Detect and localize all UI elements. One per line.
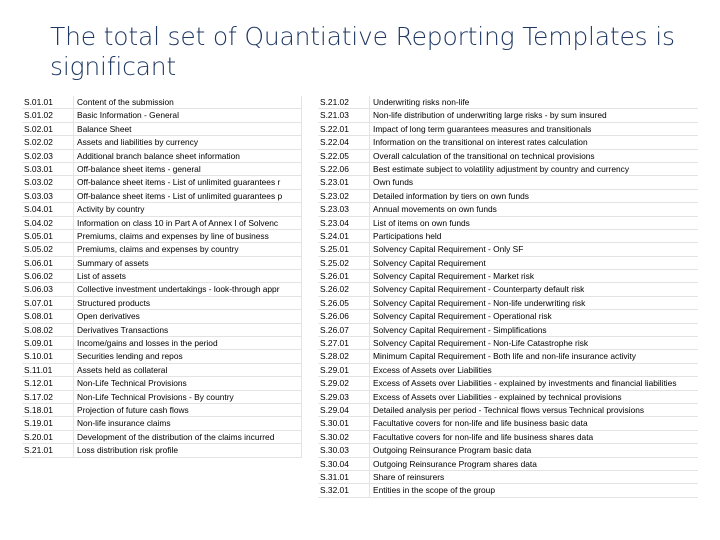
table-row (318, 230, 698, 243)
template-description: Facultative covers for non-life and life business basic data (373, 418, 588, 429)
template-description: Own funds (373, 177, 414, 188)
table-row (22, 230, 302, 243)
table-row (22, 163, 302, 176)
template-description: Off-balance sheet items - general (74, 163, 302, 175)
table-row (22, 444, 302, 457)
slide-title: The total set of Quantiative Reporting Templates is significant (50, 22, 675, 81)
table-row (22, 136, 302, 149)
table-row (318, 364, 698, 377)
template-code: S.26.05 (318, 297, 370, 309)
template-code: S.12.01 (22, 377, 74, 389)
template-description: Assets held as collateral (74, 364, 302, 376)
template-description: Development of the distribution of the claims incurred (74, 431, 302, 443)
template-description: Solvency Capital Requirement - Only SF (373, 244, 524, 255)
template-code: S.22.05 (318, 150, 370, 162)
template-code: S.09.01 (22, 337, 74, 349)
template-description: Off-balance sheet items - List of unlimited guarantees r (74, 176, 302, 188)
template-code: S.10.01 (22, 350, 74, 362)
template-description: Content of the submission (74, 96, 302, 108)
template-code: S.02.02 (22, 136, 74, 148)
table-row (318, 484, 698, 497)
template-code: S.23.01 (318, 176, 370, 188)
template-code: S.25.01 (318, 243, 370, 255)
template-code: S.08.02 (22, 324, 74, 336)
template-description: Solvency Capital Requirement - Simplifications (373, 324, 547, 335)
table-row (318, 444, 698, 457)
template-description: Entities in the scope of the group (373, 485, 495, 496)
template-code: S.32.01 (318, 484, 370, 496)
template-code: S.26.02 (318, 283, 370, 295)
table-row (318, 243, 698, 256)
table-row (318, 404, 698, 417)
template-description: Non-life distribution of underwriting large risks - by sum insured (373, 110, 607, 121)
table-row (22, 203, 302, 216)
template-description: Assets and liabilities by currency (74, 136, 302, 148)
table-row (22, 283, 302, 296)
template-description: Securities lending and repos (74, 350, 302, 362)
template-description: Solvency Capital Requirement - Operational risk (373, 311, 552, 322)
template-code: S.02.01 (22, 123, 74, 135)
table-row (318, 431, 698, 444)
template-code: S.02.03 (22, 150, 74, 162)
template-description: List of items on own funds (373, 217, 470, 228)
template-code: S.29.03 (318, 391, 370, 403)
template-description: Collective investment undertakings - look-through appr (74, 283, 302, 295)
table-row (22, 270, 302, 283)
template-description: Annual movements on own funds (373, 204, 497, 215)
table-row (22, 337, 302, 350)
template-description: Facultative covers for non-life and life business shares data (373, 431, 594, 442)
table-row (22, 377, 302, 390)
table-row (318, 417, 698, 430)
template-description: Non-Life Technical Provisions (74, 377, 302, 389)
template-description: Best estimate subject to volatility adjustment by country and currency (373, 163, 630, 174)
table-row (22, 310, 302, 323)
table-row (318, 217, 698, 230)
template-description: Derivatives Transactions (74, 324, 302, 336)
template-description: Excess of Assets over Liabilities - explained by investments and financial liabilities (373, 378, 677, 389)
template-description: Outgoing Reinsurance Program shares data (373, 458, 537, 469)
table-row (22, 350, 302, 363)
template-code: S.21.02 (318, 96, 370, 108)
template-code: S.04.01 (22, 203, 74, 215)
table-row (22, 96, 302, 109)
table-row (318, 270, 698, 283)
template-code: S.29.04 (318, 404, 370, 416)
template-description: Solvency Capital Requirement - Market risk (373, 271, 535, 282)
template-code: S.21.01 (22, 444, 74, 456)
template-description: Overall calculation of the transitional on technical provisions (373, 150, 595, 161)
template-description: Non-life insurance claims (74, 417, 302, 429)
table-row (22, 391, 302, 404)
template-description: Information on class 10 in Part A of Annex I of Solvenc (74, 217, 302, 229)
template-description: Open derivatives (74, 310, 302, 322)
table-row (22, 257, 302, 270)
table-row (318, 377, 698, 390)
template-code: S.01.01 (22, 96, 74, 108)
template-code: S.05.01 (22, 230, 74, 242)
table-row (318, 324, 698, 337)
table-row (318, 123, 698, 136)
template-code: S.22.01 (318, 123, 370, 135)
table-row (22, 176, 302, 189)
table-row (318, 203, 698, 216)
template-code: S.07.01 (22, 297, 74, 309)
table-row (318, 337, 698, 350)
template-description: Solvency Capital Requirement - Non-Life Catastrophe risk (373, 338, 589, 349)
template-description: Non-Life Technical Provisions - By country (74, 391, 302, 403)
template-code: S.06.02 (22, 270, 74, 282)
template-code: S.31.01 (318, 471, 370, 483)
table-row (318, 176, 698, 189)
table-row (22, 217, 302, 230)
table-row (22, 109, 302, 122)
template-description: Detailed information by tiers on own funds (373, 190, 529, 201)
template-code: S.06.01 (22, 257, 74, 269)
template-code: S.26.01 (318, 270, 370, 282)
template-description: Projection of future cash flows (74, 404, 302, 416)
template-description: Basic Information - General (74, 109, 302, 121)
table-row (318, 297, 698, 310)
table-row (22, 243, 302, 256)
table-row (318, 136, 698, 149)
template-description: Excess of Assets over Liabilities - explained by technical provisions (373, 391, 622, 402)
table-row (318, 310, 698, 323)
table-row (22, 417, 302, 430)
template-description: Additional branch balance sheet information (74, 150, 302, 162)
template-description: Off-balance sheet items - List of unlimited guarantees p (74, 190, 302, 202)
template-code: S.18.01 (22, 404, 74, 416)
table-row (318, 283, 698, 296)
template-code: S.06.03 (22, 283, 74, 295)
template-code: S.03.01 (22, 163, 74, 175)
template-description: Activity by country (74, 203, 302, 215)
template-code: S.29.01 (318, 364, 370, 376)
template-description: Solvency Capital Requirement - Counterparty default risk (373, 284, 585, 295)
table-row (22, 190, 302, 203)
template-description: Summary of assets (74, 257, 302, 269)
template-code: S.28.02 (318, 350, 370, 362)
template-code: S.24.01 (318, 230, 370, 242)
template-code: S.21.03 (318, 109, 370, 121)
template-code: S.04.02 (22, 217, 74, 229)
template-description: Solvency Capital Requirement (373, 257, 486, 268)
template-code: S.30.04 (318, 458, 370, 470)
table-row (22, 364, 302, 377)
template-code: S.26.07 (318, 324, 370, 336)
template-code: S.23.04 (318, 217, 370, 229)
table-row (318, 458, 698, 471)
template-description: Participations held (373, 230, 442, 241)
template-description: Minimum Capital Requirement - Both life and non-life insurance activity (373, 351, 636, 362)
template-code: S.05.02 (22, 243, 74, 255)
template-description: Balance Sheet (74, 123, 302, 135)
template-description: Underwriting risks non-life (373, 97, 470, 107)
template-code: S.29.02 (318, 377, 370, 389)
right-template-table (318, 96, 698, 498)
table-row (22, 297, 302, 310)
template-code: S.11.01 (22, 364, 74, 376)
table-row (318, 391, 698, 404)
template-description: Impact of long term guarantees measures and transitionals (373, 123, 592, 134)
template-description: Structured products (74, 297, 302, 309)
template-description: Outgoing Reinsurance Program basic data (373, 445, 532, 456)
left-template-table (22, 96, 302, 458)
template-code: S.19.01 (22, 417, 74, 429)
table-row (22, 150, 302, 163)
template-description: Excess of Assets over Liabilities (373, 364, 492, 375)
template-code: S.17.02 (22, 391, 74, 403)
template-code: S.22.06 (318, 163, 370, 175)
template-description: Solvency Capital Requirement - Non-life underwriting risk (373, 297, 586, 308)
table-row (22, 123, 302, 136)
table-row (318, 96, 698, 109)
template-code: S.23.02 (318, 190, 370, 202)
table-row (318, 350, 698, 363)
table-row (318, 150, 698, 163)
template-description: Detailed analysis per period - Technical flows versus Technical provisions (373, 404, 645, 415)
table-row (318, 471, 698, 484)
table-row (22, 324, 302, 337)
table-row (22, 431, 302, 444)
template-description: Share of reinsurers (373, 471, 445, 482)
template-code: S.30.02 (318, 431, 370, 443)
table-row (22, 404, 302, 417)
template-code: S.20.01 (22, 431, 74, 443)
template-code: S.03.03 (22, 190, 74, 202)
template-description: Information on the transitional on interest rates calculation (373, 137, 588, 148)
table-row (318, 257, 698, 270)
template-description: Premiums, claims and expenses by country (74, 243, 302, 255)
template-code: S.26.06 (318, 310, 370, 322)
template-code: S.23.03 (318, 203, 370, 215)
template-description: Loss distribution risk profile (74, 444, 302, 456)
table-row (318, 190, 698, 203)
template-code: S.22.04 (318, 136, 370, 148)
template-description: Premiums, claims and expenses by line of business (74, 230, 302, 242)
template-code: S.03.02 (22, 176, 74, 188)
template-code: S.27.01 (318, 337, 370, 349)
table-row (318, 109, 698, 122)
template-code: S.08.01 (22, 310, 74, 322)
template-code: S.30.01 (318, 417, 370, 429)
template-code: S.01.02 (22, 109, 74, 121)
template-code: S.30.03 (318, 444, 370, 456)
template-description: List of assets (74, 270, 302, 282)
table-row (318, 163, 698, 176)
template-code: S.25.02 (318, 257, 370, 269)
template-description: Income/gains and losses in the period (74, 337, 302, 349)
